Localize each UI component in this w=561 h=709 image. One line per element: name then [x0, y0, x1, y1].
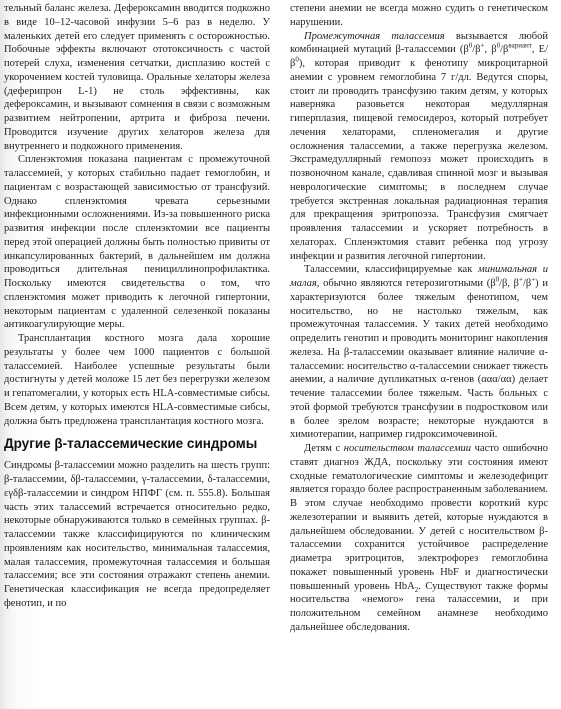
text-fragment: Талассемии, классифицируемые как — [304, 264, 478, 276]
paragraph-minor-thalassemia — [290, 263, 548, 442]
text-fragment: /β, β — [499, 278, 519, 289]
superscript: вариант — [508, 41, 532, 50]
paragraph-splenectomy: Спленэктомия показана пациентам с промежуточной талассемией, у которых стабильно падает гемоглобин, и пациентам с возрастающей зависимостью от трансфузий. Однако спленэктомия чревата серьезными инфекционными осложнениями. Из-за повышенного риска развития инфекции после спленэктомии все пациенты перед этой операцией должны быть полностью привиты от инкапсулированных бактерий, в дальнейшем им должна проводиться длительная пенициллинопрофилактика. Поскольку имеются свидетельства о том, что спленэктомия может приводить к легочной гипертонии, некоторым пациентам с удаленной селезенкой показаны антикоагулирующие меры. — [4, 154, 270, 331]
text-fragment: /β — [472, 44, 481, 56]
paragraph-beta-syndromes: Синдромы β-талассемии можно разделить на шесть групп: β-талассемии, δβ-талассемии, γ-талассемии, δ-талассемии, εγδβ-талассемии и синдром НПФГ (см. п. 555.8). Большая часть этих талассемий встречается относительно редко, некоторые обнаруживаются только в семейных группах. β-талассемии также классифицируются по клиническим проявлениям как носительство, минимальная талассемия, малая талассемия, промежуточная талассемия и большая талассемия; все эти состояния отражают степень анемии. Генетическая классификация не всегда предопределяет фенотип, и по — [4, 460, 270, 609]
subscript: 2 — [414, 585, 419, 594]
text-fragment: , β — [484, 44, 497, 56]
term-intermediate: Промежуточная талассемия — [304, 30, 445, 42]
paragraph-chelation: тельный баланс железа. Дефероксамин вводится подкожно в виде 10–12-часовой инфузии 5–6 раз в неделю. У маленьких детей его следует применять с осторожностью. Побочные эффекты включают ототоксичность с частой потерей слуха, изменения сетчатки, дисплазию костей с укорочением костей туловища. Оральные хелаторы железа (деферипрон L-1) не столь эффективны, как дефероксамин, и вызывают сомнения в связи с возможным развитием нейтропении, артрита и фиброза печени. Проводится изучение других хелаторов железа для внутреннего и подкожного применения. — [4, 3, 270, 152]
text-fragment: /β — [500, 44, 509, 56]
text-fragment: ), которая приводит к фенотипу микроцитарной анемии с уровнем гемоглобина 7 г/дл. Ведутся споры, стоит ли проводить трансфузию таким детям, у которых наверняка разовьется некоторая медуллярная гиперплазия, пищевой гемосидероз, который потребует лечения хелаторами, спленомегалия и другие осложнения талассемии, а также перегрузка железом. Экстрамедуллярный гемопоэз может происходить в позвоночном канале, сдавливая спинной мозг и вызывая неврологические симптомы; в последнем случае требуется экстренная локальная радиационная терапия для прекращения эритропоэза. Трансфузия смягчает проявления талассемии и ускоряет потребность в хелаторах. Спленэктомия ставит ребенка под угрозу инфекции и развития легочной гипертонии. — [290, 58, 548, 262]
superscript: + — [531, 275, 536, 284]
paragraph-carrier-state — [290, 442, 548, 635]
paragraph-bone-marrow-transplant: Трансплантация костного мозга дала хорошие результаты у более чем 1000 пациентов с большой талассемией. Наиболее успешные результаты были достигнуты у детей моложе 15 лет без перегрузки железом и гепатомегалии, у которых есть HLA-совместимые сибсы. Всем детям, у которых имеются HLA-совместимые сибсы, должна быть предложена трансплантация костного мозга. — [4, 333, 270, 427]
term-carrier: носительством талассемии — [343, 443, 472, 454]
text-fragment: часто ошибочно ставят диагноз ЖДА, поскольку эти состояния имеют сходные гематологические симптомы и железодефицит является гораздо более распространенным заболеванием. В этом случае необходимо провести короткий курс железотерапии и выявить детей, которые нуждаются в дальнейшем обследовании. У детей с носительством β-талассемии сохранится устойчивое распределение диаметра эритроцитов, электрофорез гемоглобина покажет повышенный уровень HbF и диагностически повышенный уровень HbA — [290, 443, 548, 592]
superscript: 0 — [496, 41, 501, 50]
text-fragment: /β — [522, 278, 532, 289]
paragraph-intermediate-thalassemia — [290, 30, 548, 264]
text-fragment: , обычно являются гетерозиготными (β — [316, 278, 496, 289]
text-fragment: , E/β — [290, 44, 548, 69]
superscript: 0 — [468, 41, 473, 50]
superscript: 0 — [295, 55, 299, 64]
term-minor: минимальная и малая — [290, 264, 548, 289]
text-fragment: вызывается любой комбинацией мутаций β-талассемии (β — [290, 30, 549, 56]
text-fragment: Детям с — [304, 443, 344, 454]
paragraph-continuation: степени анемии не всегда можно судить о генетическом нарушении. — [290, 3, 548, 28]
section-heading: Другие β-талассемические синдромы — [4, 436, 258, 452]
superscript: 0 — [495, 275, 500, 284]
text-fragment: ) и характеризуются более тяжелым фенотипом, чем носительство, но не настолько тяжелым, как промежуточная талассемия. У таких детей необходимо определить генотип и проводить мониторинг накопления железа. На β-талассемии оказывает влияние наличие α-талассемии: носительство α-талассемии снижает тяжесть анемии, а наличие дупликатных α-генов (ααα/αα) делает течение талассемии более тяжелым. Часть больных с этой формой требуются трансфузии в подростковом или в более зрелом возрасте; некоторые нуждаются в химиотерапии, например гидроксимочевиной. — [290, 278, 548, 441]
superscript: + — [519, 275, 523, 284]
left-column — [4, 2, 270, 611]
superscript: + — [480, 41, 485, 50]
text-fragment: . Существуют также формы носительства «немого» гена талассемии, и при положительном семейном анамнезе необходимо дальнейшее обследования. — [290, 580, 549, 633]
right-column — [290, 2, 548, 635]
